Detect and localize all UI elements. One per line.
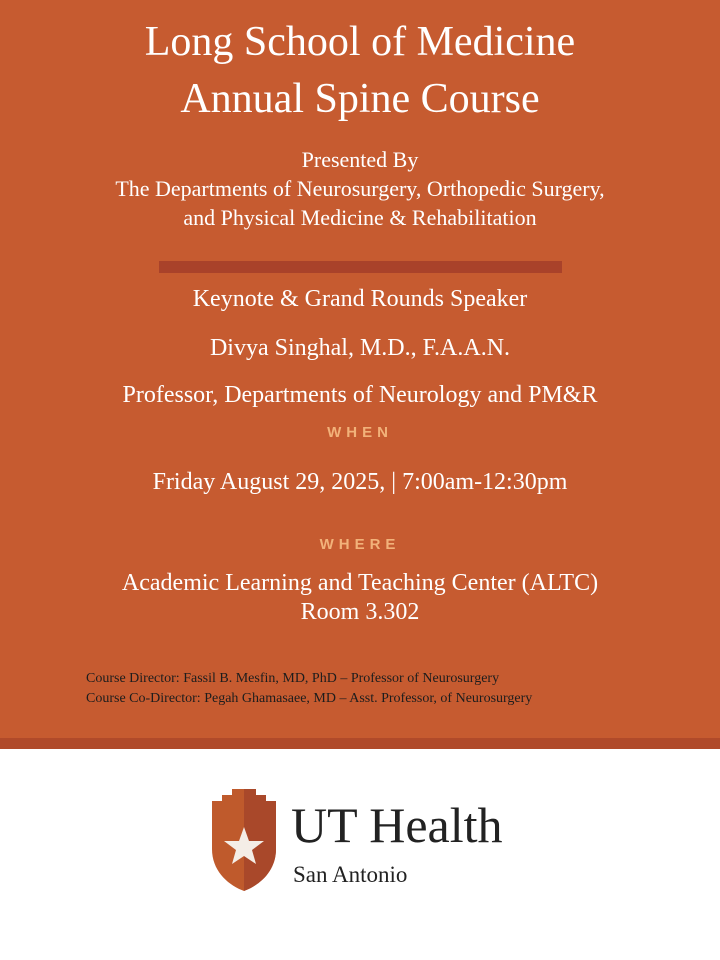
logo-wordmark: UT Health: [291, 797, 503, 853]
title-line-1: Long School of Medicine: [144, 19, 576, 65]
departments-line-1: The Departments of Neurosurgery, Orthopedic Surgery,: [115, 176, 605, 201]
when-value: Friday August 29, 2025, | 7:00am-12:30pm: [152, 469, 568, 495]
title-line-2: Annual Spine Course: [180, 76, 540, 122]
speaker-position: Professor, Departments of Neurology and PM&R: [122, 382, 598, 408]
departments-line-2: and Physical Medicine & Rehabilitation: [183, 205, 537, 230]
logo-subtitle: San Antonio: [293, 862, 408, 887]
divider: [159, 261, 562, 273]
accent-band: [0, 738, 720, 749]
course-director: Course Director: Fassil B. Mesfin, MD, PhD – Professor of Neurosurgery: [86, 671, 500, 686]
speaker-name: Divya Singhal, M.D., F.A.A.N.: [209, 335, 511, 361]
where-value-line-1: Academic Learning and Teaching Center (ALTC): [121, 570, 599, 596]
where-label: WHERE: [319, 536, 401, 553]
course-co-director: Course Co-Director: Pegah Ghamasaee, MD – Asst. Professor, of Neurosurgery: [86, 691, 533, 706]
shield-star-icon: [208, 787, 280, 893]
when-label: WHEN: [327, 424, 393, 441]
where-value-line-2: Room 3.302: [300, 599, 420, 625]
speaker-heading: Keynote & Grand Rounds Speaker: [192, 286, 528, 312]
ut-health-logo: [208, 787, 528, 897]
presented-by: Presented By: [301, 147, 419, 172]
course-credits: [86, 669, 532, 709]
